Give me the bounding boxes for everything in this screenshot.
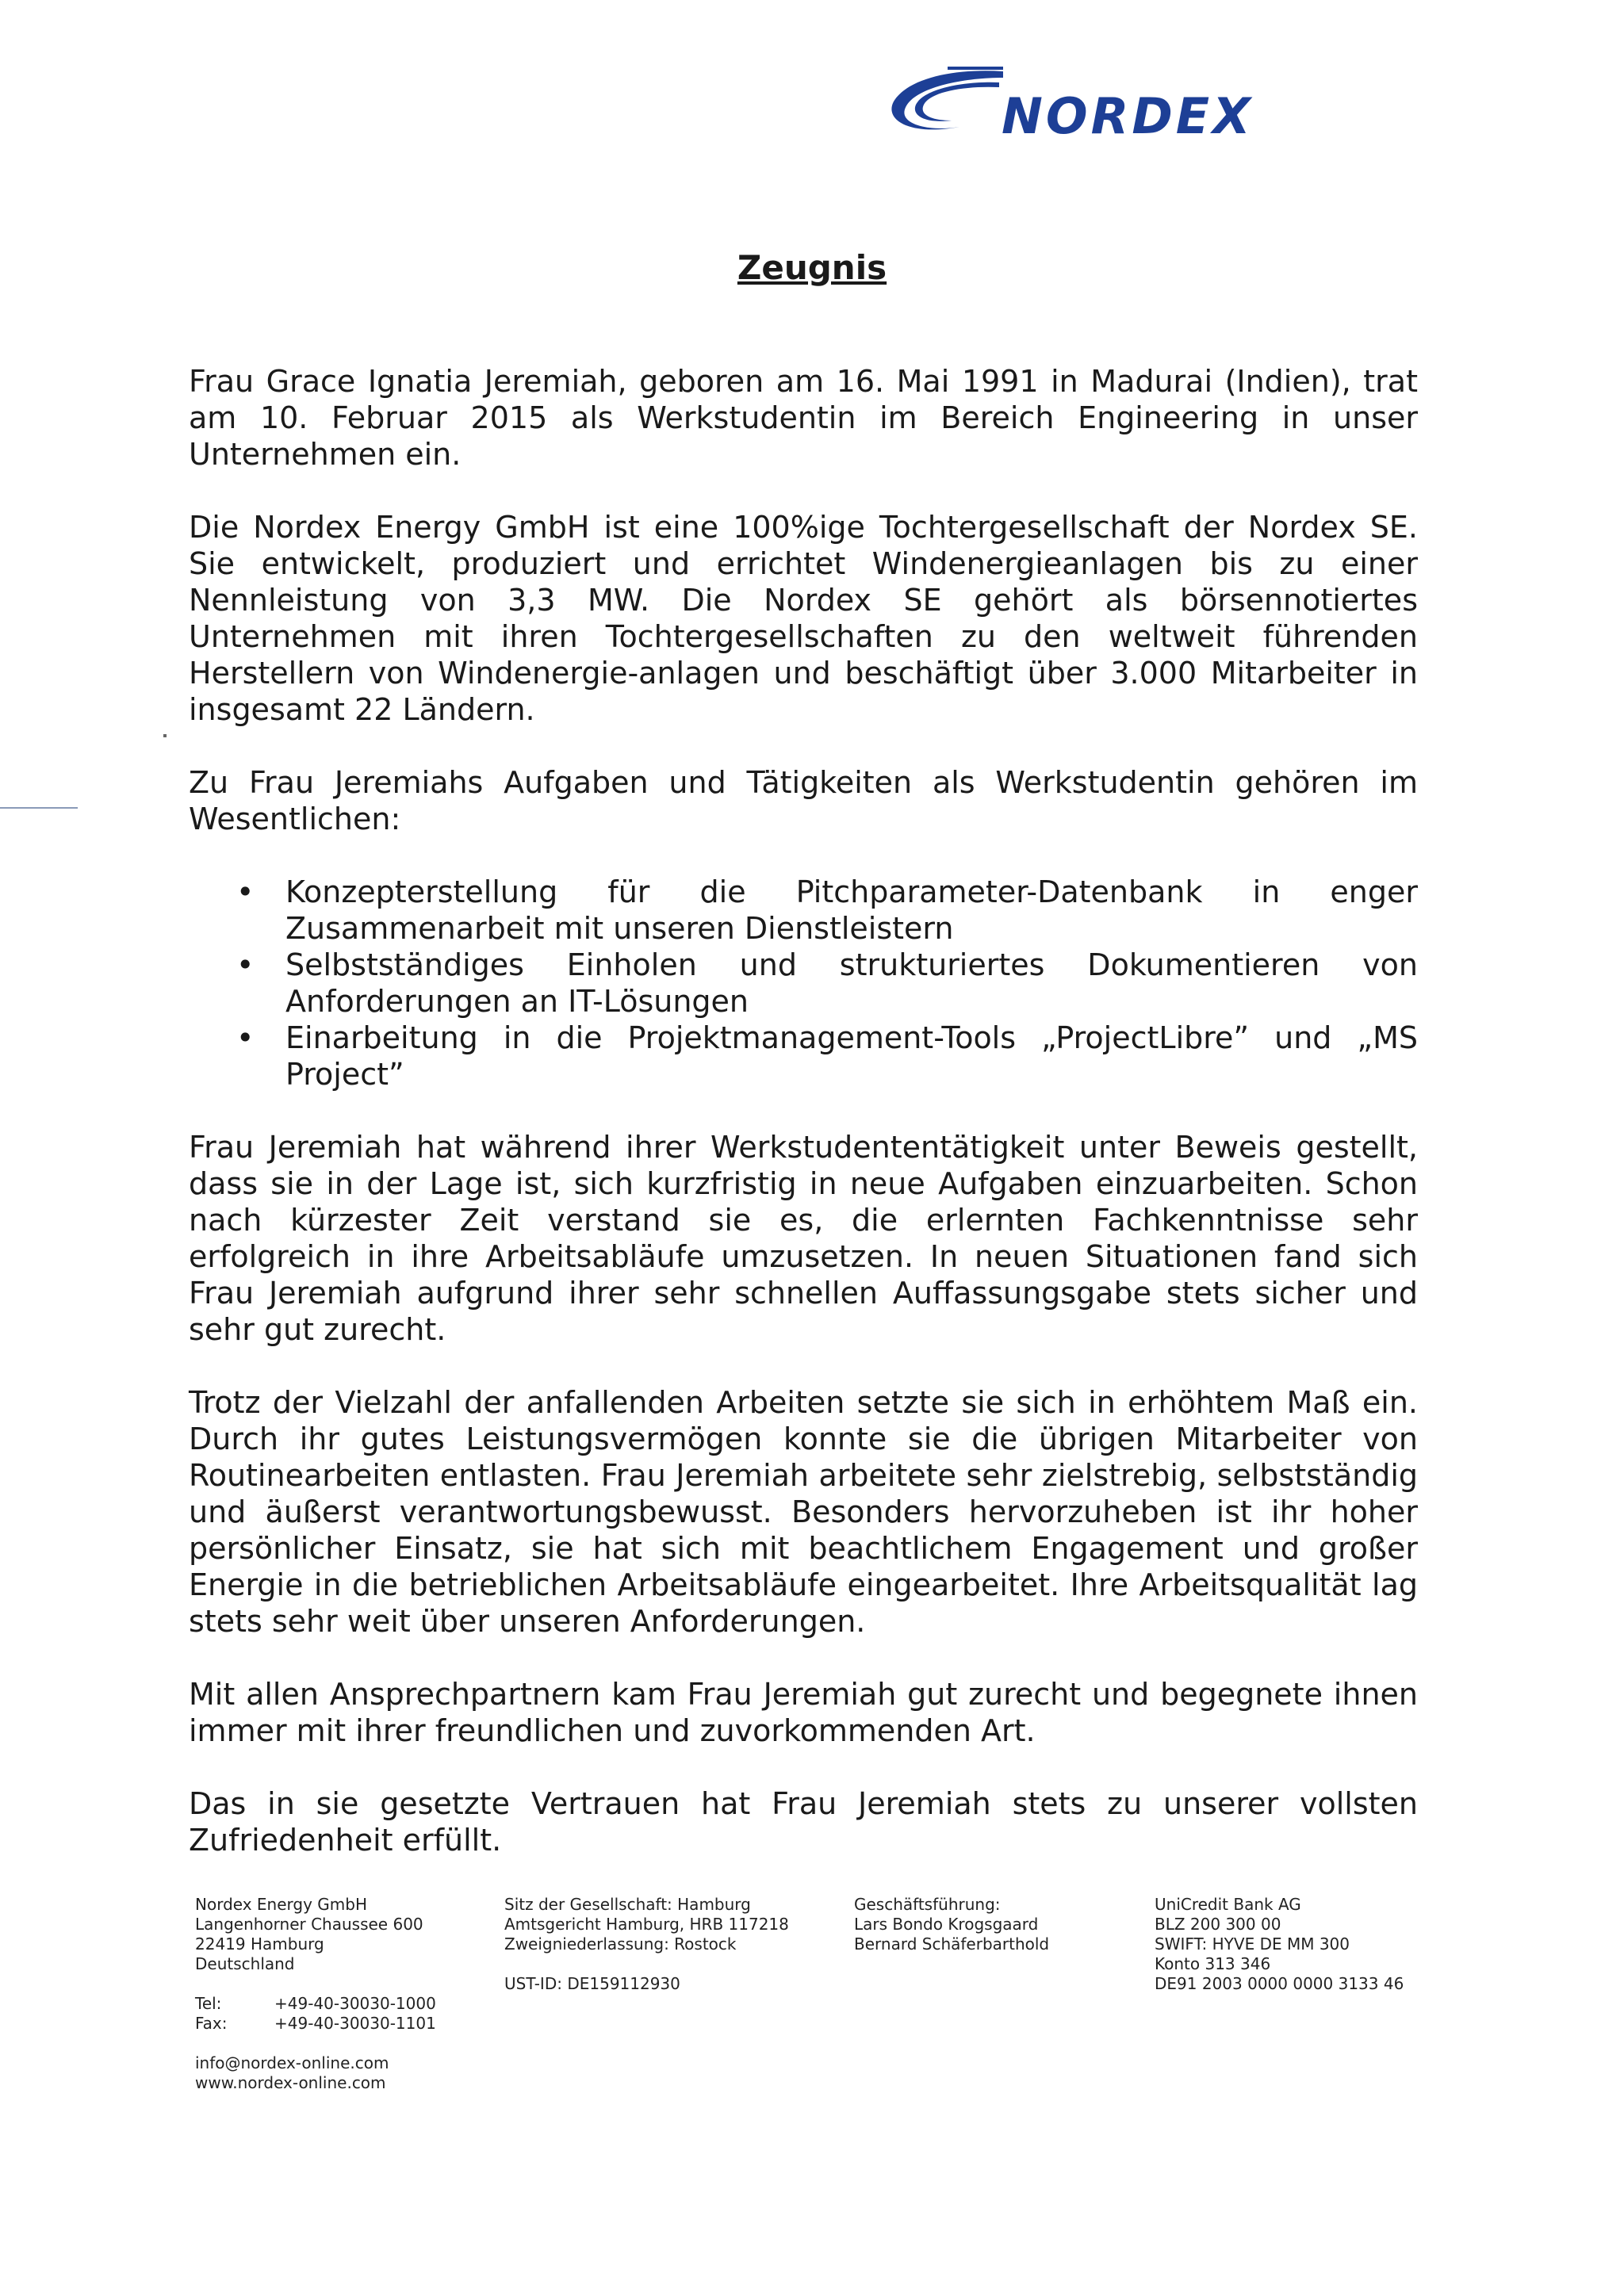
footer-seat: Sitz der Gesellschaft: Hamburg Amtsgericht Hamburg, HRB 117218 Zweigniederlassung: Rostock UST-ID: DE159112930 <box>504 1895 789 1993</box>
letter-body <box>189 363 1418 1895</box>
list-item: • Konzepterstellung für die Pitchparameter-Datenbank in enger Zusammenarbeit mit unseren Dienstleistern <box>236 874 1418 946</box>
paragraph-intro: Frau Grace Ignatia Jeremiah, geboren am 16. Mai 1991 in Madurai (Indien), trat am 10. Februar 2015 als Werkstudentin im Bereich Engineering in unser Unternehmen ein. <box>189 364 1418 472</box>
footer-bank: UniCredit Bank AG BLZ 200 300 00 SWIFT: HYVE DE MM 300 Konto 313 346 DE91 2003 0000 0000 3133 46 <box>1155 1895 1404 1993</box>
paragraph-commitment: Trotz der Vielzahl der anfallenden Arbeiten setzte sie sich in erhöhtem Maß ein. Durch ihr gutes Leistungsvermögen konnte sie die übrigen Mitarbeiter von Routinearbeiten entlasten. Frau Jeremiah arbeitete sehr zielstrebig, selbstständig und äußerst verantwortungsbewusst. Besonders hervorzuheben ist ihr hoher persönlicher Einsatz, sie hat sich mit beachtlichem Engagement und großer Energie in die betrieblichen Arbeitsabläufe eingearbeitet. Ihre Arbeitsqualität lag stets sehr weit über unseren Anforderungen. <box>189 1385 1418 1639</box>
nordex-logo <box>884 63 1281 166</box>
document-title: Zeugnis <box>737 248 887 287</box>
bullet-icon: • <box>236 947 255 982</box>
list-item: • Selbstständiges Einholen und strukturiertes Dokumentieren von Anforderungen an IT-Lösungen <box>236 947 1418 1019</box>
footer-company: Nordex Energy GmbH Langenhorner Chaussee 600 22419 Hamburg Deutschland Tel: +49-40-30030-1000 Fax: +49-40-30030-1101 info@nordex-online.com www.nordex-online.com <box>195 1895 436 2092</box>
bullet-icon: • <box>236 874 255 909</box>
paragraph-social: Mit allen Ansprechpartnern kam Frau Jeremiah gut zurecht und begegnete ihnen immer mit ihrer freundlichen und zuvorkommenden Art. <box>189 1677 1418 1748</box>
task-list <box>189 874 1418 1093</box>
paragraph-company: Die Nordex Energy GmbH ist eine 100%ige Tochtergesellschaft der Nordex SE. Sie entwickelt, produziert und errichtet Windenergieanlagen bis zu einer Nennleistung von 3,3 MW. Die Nordex SE gehört als börsennotiertes Unternehmen mit ihren Tochtergesellschaften zu den weltweit führenden Herstellern von Windenergie-anlagen und beschäftigt über 3.000 Mitarbeiter in insgesamt 22 Ländern. <box>189 510 1418 727</box>
paragraph-tasks-intro: Zu Frau Jeremiahs Aufgaben und Tätigkeiten als Werkstudentin gehören im Wesentlichen: <box>189 765 1418 836</box>
fold-mark <box>0 807 78 809</box>
footer-email: info@nordex-online.com <box>195 2053 389 2072</box>
footer-phone: Tel: +49-40-30030-1000 <box>195 1994 436 2013</box>
footer-fax: Fax: +49-40-30030-1101 <box>195 2014 436 2033</box>
footer-management: Geschäftsführung: Lars Bondo Krogsgaard Bernard Schäferbarthold <box>854 1895 1050 1954</box>
paragraph-closing: Das in sie gesetzte Vertrauen hat Frau Jeremiah stets zu unserer vollsten Zufriedenheit erfüllt. <box>189 1786 1418 1858</box>
nordex-swoosh-icon <box>884 63 1011 151</box>
margin-mark <box>163 734 167 737</box>
list-item: • Einarbeitung in die Projektmanagement-Tools „ProjectLibre” und „MS Project” <box>236 1020 1418 1092</box>
paragraph-performance: Frau Jeremiah hat während ihrer Werkstudententätigkeit unter Beweis gestellt, dass sie in der Lage ist, sich kurzfristig in neue Aufgaben einzuarbeiten. Schon nach kürzester Zeit verstand sie es, die erlernten Fachkenntnisse sehr erfolgreich in ihre Arbeitsabläufe umzusetzen. In neuen Situationen fand sich Frau Jeremiah aufgrund ihrer sehr schnellen Auffassungsgabe stets sicher und sehr gut zurecht. <box>189 1130 1418 1347</box>
bullet-icon: • <box>236 1020 255 1055</box>
logo-wordmark: NORDEX <box>1002 87 1254 145</box>
footer-website: www.nordex-online.com <box>195 2073 386 2092</box>
